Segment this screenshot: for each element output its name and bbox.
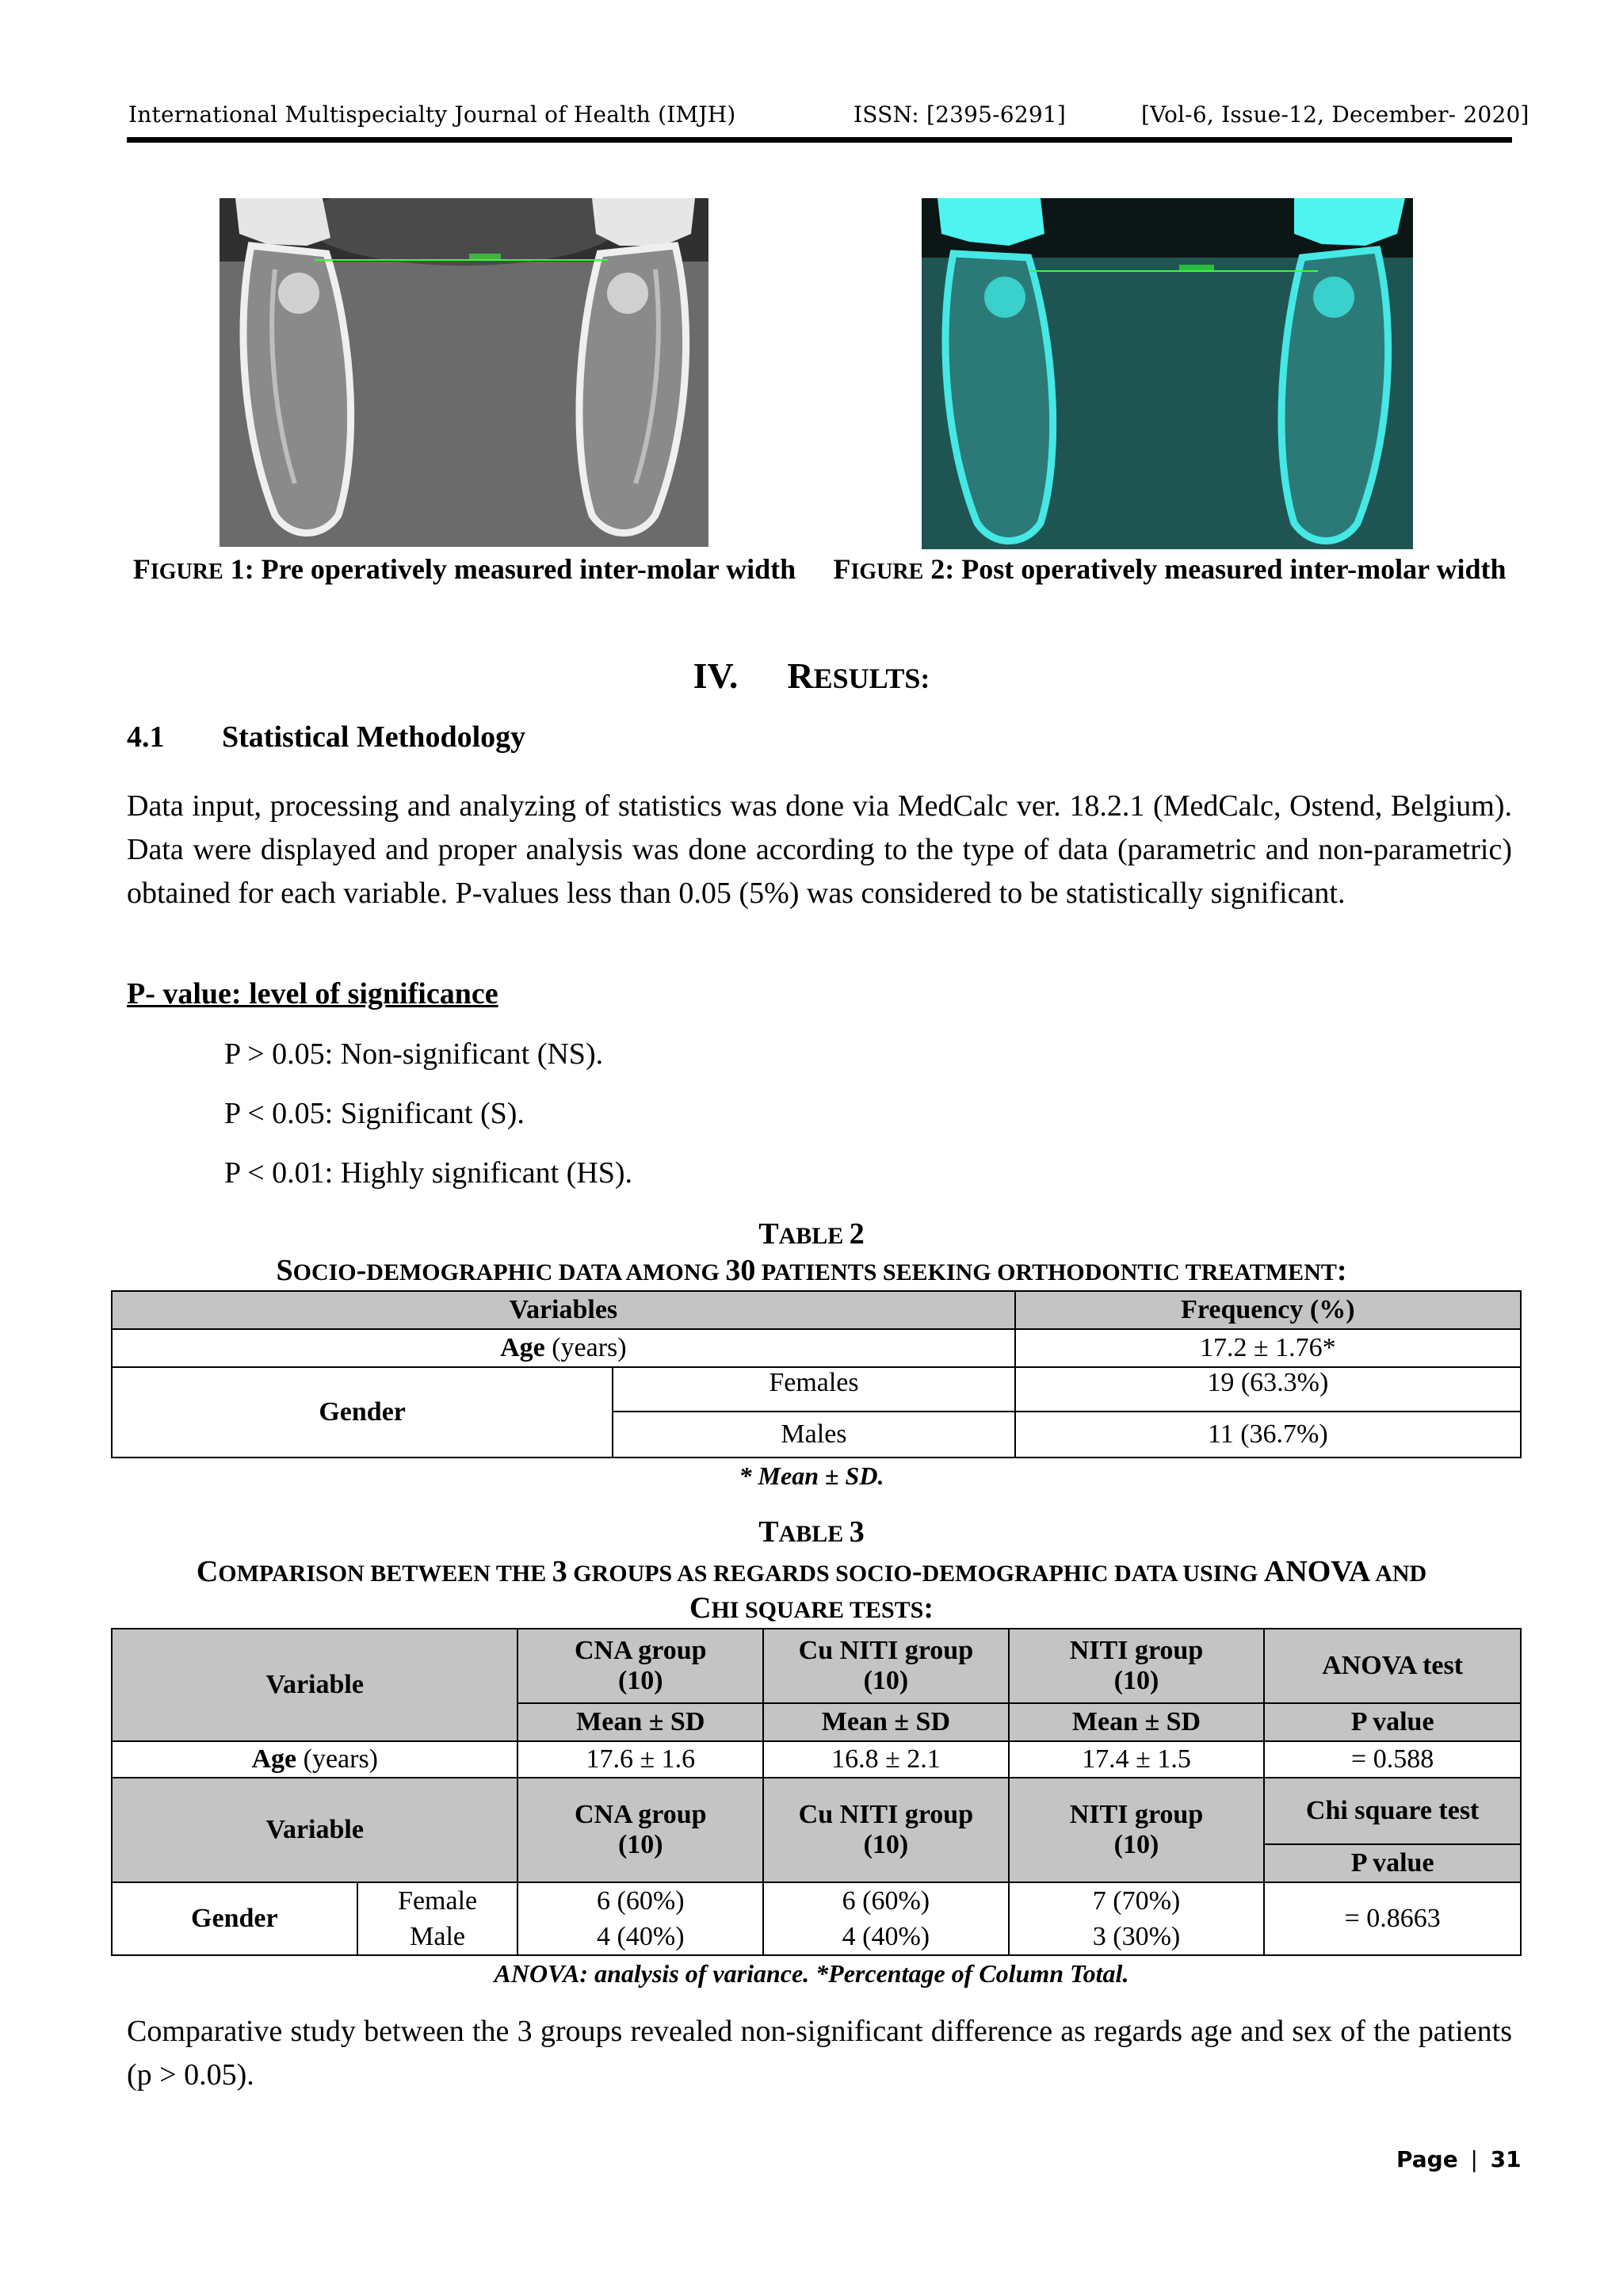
results-paragraph: Comparative study between the 3 groups revealed non-significant difference as regards age and sex of the patients (p > 0.05). xyxy=(127,2015,1512,2092)
figure-1-caption: FIGURE 1: Pre operatively measured inter-molar width xyxy=(132,553,796,585)
male-value: 3 (30%) xyxy=(1009,1919,1265,1955)
table-row xyxy=(112,1778,1521,1844)
age-value: 17.4 ± 1.5 xyxy=(1009,1741,1265,1778)
table-row xyxy=(112,1741,1521,1778)
males-label: Males xyxy=(613,1412,1014,1457)
group-header: NITI group (10) xyxy=(1009,1778,1265,1882)
table-row xyxy=(112,1329,1521,1367)
table-row xyxy=(112,1367,1521,1412)
table-row xyxy=(112,1882,1521,1919)
section-heading: IV. RESULTS: xyxy=(693,655,930,696)
group-header: Cu NITI group (10) xyxy=(763,1778,1009,1882)
male-value: 4 (40%) xyxy=(517,1919,763,1955)
header-rule xyxy=(127,137,1512,143)
page-number: 31 xyxy=(1490,2146,1522,2172)
figure-2-caption: FIGURE 2: Post operatively measured inter-molar width xyxy=(833,553,1507,585)
table-row xyxy=(112,1291,1521,1329)
pvalue-item: P > 0.05: Non-significant (NS). xyxy=(224,1037,604,1071)
table-3 xyxy=(111,1628,1522,1956)
pvalue-item: P < 0.05: Significant (S). xyxy=(224,1097,525,1130)
females-label: Females xyxy=(613,1367,1014,1412)
figure-2-image xyxy=(922,198,1413,549)
p-value-header: P value xyxy=(1264,1703,1521,1741)
table-3-note: ANOVA: analysis of variance. *Percentage of Column Total. xyxy=(494,1959,1129,1988)
volume-info: [Vol-6, Issue-12, December- 2020] xyxy=(1141,101,1529,128)
figure-1-image xyxy=(220,198,708,547)
female-label: Female xyxy=(357,1882,518,1919)
age-value: 16.8 ± 2.1 xyxy=(763,1741,1009,1778)
gender-cell: Gender xyxy=(112,1882,357,1955)
issn: ISSN: [2395-6291] xyxy=(854,101,1066,128)
table-3-label: TABLE 3 xyxy=(758,1515,865,1549)
age-value: 17.6 ± 1.6 xyxy=(517,1741,763,1778)
female-value: 7 (70%) xyxy=(1009,1882,1265,1919)
group-header: Cu NITI group (10) xyxy=(763,1629,1009,1703)
table-2-label: TABLE 2 xyxy=(758,1217,865,1251)
mean-sd-header: Mean ± SD xyxy=(517,1703,763,1741)
group-header: CNA group (10) xyxy=(517,1629,763,1703)
age-p-value: = 0.588 xyxy=(1264,1741,1521,1778)
table-row xyxy=(112,1629,1521,1703)
male-label: Male xyxy=(357,1919,518,1955)
age-cell: Age (years) xyxy=(112,1741,517,1778)
gender-p-value: = 0.8663 xyxy=(1264,1882,1521,1955)
anova-header: ANOVA test xyxy=(1264,1629,1521,1703)
female-value: 6 (60%) xyxy=(517,1882,763,1919)
header-cell: Frequency (%) xyxy=(1015,1291,1521,1329)
p-value-header: P value xyxy=(1264,1844,1521,1882)
male-value: 4 (40%) xyxy=(763,1919,1009,1955)
variable-header: Variable xyxy=(112,1778,517,1882)
chi-header: Chi square test xyxy=(1264,1778,1521,1844)
pvalue-title: P- value: level of significance xyxy=(127,977,498,1010)
page-footer: Page | 31 xyxy=(1396,2146,1522,2172)
methodology-paragraph: Data input, processing and analyzing of statistics was done via MedCalc ver. 18.2.1 (MedCalc, Ostend, Belgium). Data were displayed and proper analysis was done according to the type of data (parametric and non-parametric) obtained for each variable. P-values less than 0.05 (5%) was considered to be statistically significant. xyxy=(127,789,1512,910)
group-header: NITI group (10) xyxy=(1009,1629,1265,1703)
age-cell: Age (years) xyxy=(112,1329,1015,1367)
gender-cell: Gender xyxy=(112,1367,613,1457)
age-value: 17.2 ± 1.76* xyxy=(1015,1329,1521,1367)
table-2 xyxy=(111,1290,1522,1458)
mean-sd-header: Mean ± SD xyxy=(763,1703,1009,1741)
table-3-caption: COMPARISON BETWEEN THE 3 GROUPS AS REGARDS SOCIO-DEMOGRAPHIC DATA USING ANOVA AND xyxy=(196,1555,1427,1588)
group-header: CNA group (10) xyxy=(517,1778,763,1882)
subsection-heading: 4.1 Statistical Methodology xyxy=(127,720,526,754)
female-value: 6 (60%) xyxy=(763,1882,1009,1919)
table-2-caption: SOCIO-DEMOGRAPHIC DATA AMONG 30 PATIENTS SEEKING ORTHODONTIC TREATMENT: xyxy=(276,1254,1347,1287)
mean-sd-header: Mean ± SD xyxy=(1009,1703,1265,1741)
table-2-note: * Mean ± SD. xyxy=(739,1461,884,1490)
females-value: 19 (63.3%) xyxy=(1015,1367,1521,1412)
journal-name: International Multispecialty Journal of Health (IMJH) xyxy=(128,101,736,128)
table-3-caption-line2: CHI SQUARE TESTS: xyxy=(689,1591,934,1625)
males-value: 11 (36.7%) xyxy=(1015,1412,1521,1457)
pvalue-item: P < 0.01: Highly significant (HS). xyxy=(224,1156,633,1190)
header-cell: Variables xyxy=(112,1291,1015,1329)
variable-header: Variable xyxy=(112,1629,517,1741)
